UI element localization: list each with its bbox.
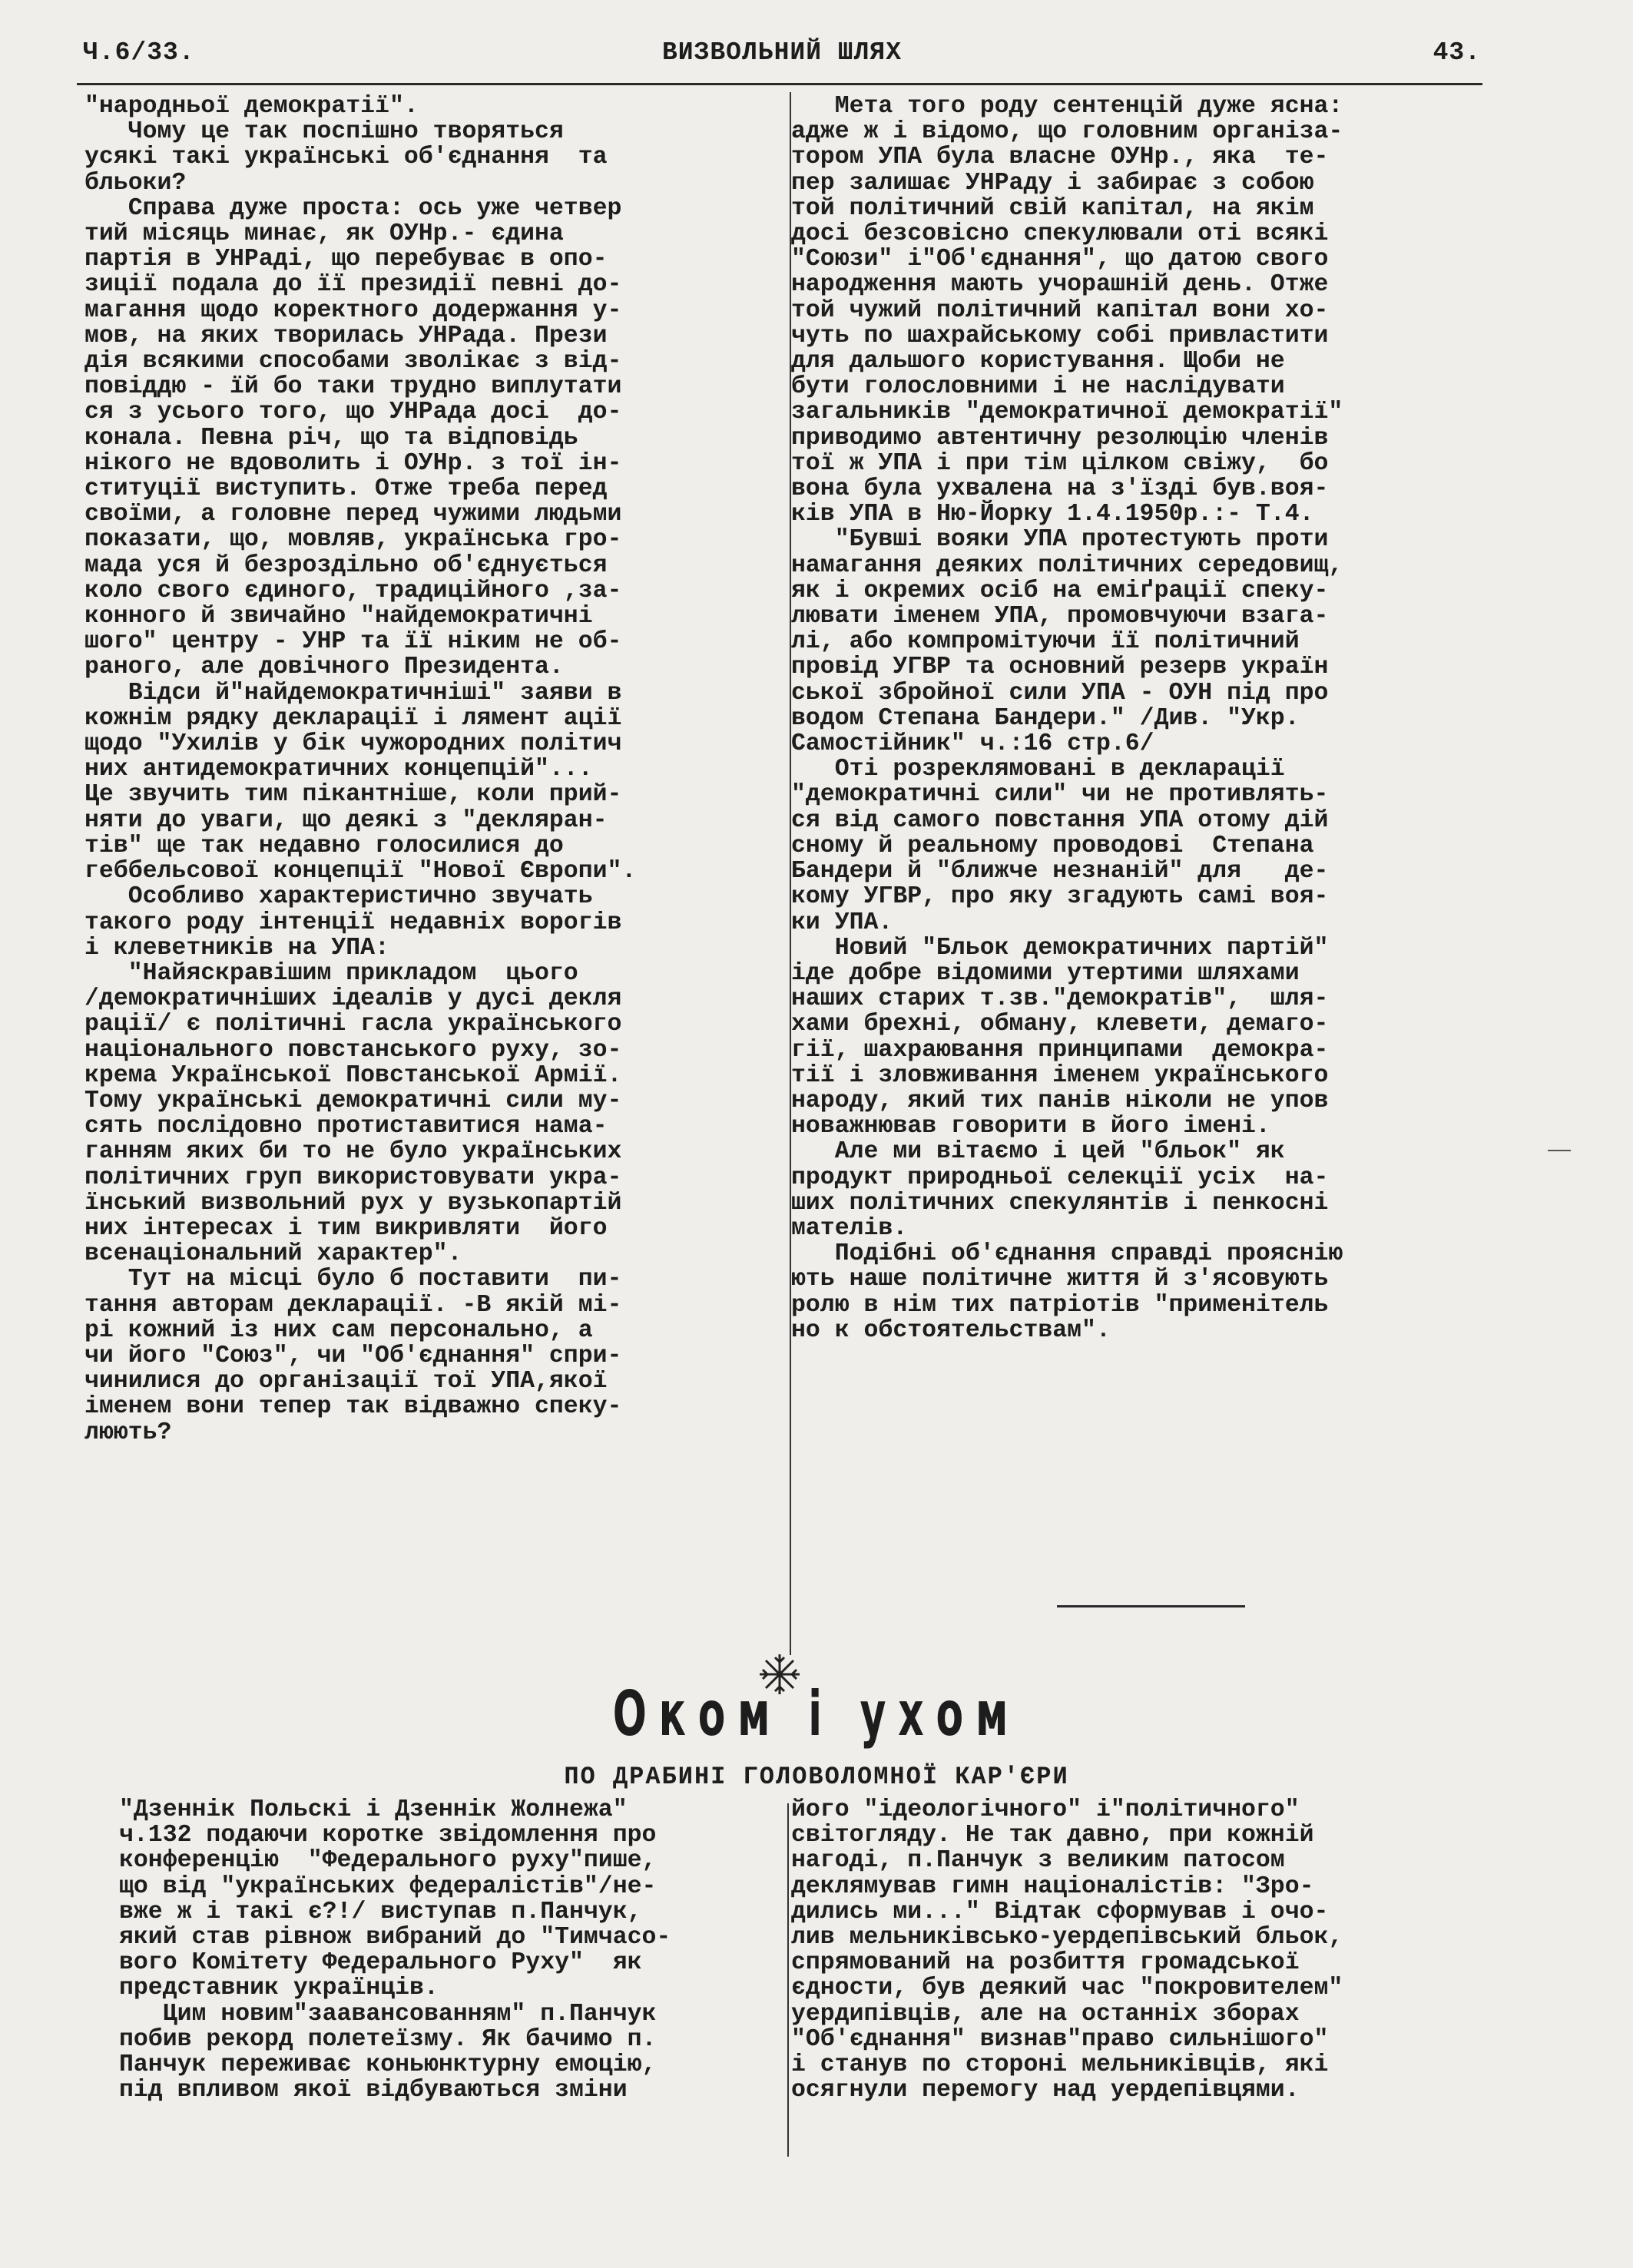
text-line: вона була ухвалена на з'їзді був.воя- (791, 475, 1329, 503)
text-line: який став рівнож вибраний до "Тимчасо- (119, 1924, 671, 1952)
text-line: загальників "демократичної демократії" (791, 399, 1343, 426)
text-line: тором УПА була власне ОУНр., яка те- (791, 144, 1329, 171)
text-line: щодо "Ухилів у бік чужородних політич (84, 730, 622, 758)
text-line: Панчук переживає коньюнктурну емоцію, (119, 2051, 657, 2079)
text-line: своїми, а головне перед чужими людьми (84, 501, 622, 528)
text-line: Новий "Бльок демократичних партій" (791, 934, 1329, 962)
text-line: тання авторам декларації. -В якій мі- (84, 1291, 622, 1319)
issue-number: Ч.6/33. (83, 38, 195, 67)
text-line: сному й реальному проводові Степана (791, 832, 1314, 859)
text-line: тої ж УПА і при тім цілком свіжу, бо (791, 449, 1329, 477)
text-line: той політичний свій капітал, на якім (791, 194, 1314, 222)
text-line: такого роду інтенції недавніх ворогів (84, 909, 622, 936)
article-right-column (791, 94, 1513, 1343)
text-line: чуть по шахрайському собі привластити (791, 322, 1329, 349)
text-line: Мета того роду сентенцій дуже ясна: (791, 93, 1343, 120)
text-line: чи його "Союз", чи "Об'єднання" спри- (84, 1342, 622, 1369)
section-subtitle: ПО ДРАБИНІ ГОЛОВОЛОМНОЇ КАР'ЄРИ (564, 1763, 1069, 1791)
text-line: що від "українських федералістів"/не- (119, 1872, 657, 1900)
text-line: Тут на місці було б поставити пи- (84, 1266, 622, 1293)
text-line: уердипівців, але на останніх зборах (791, 2000, 1300, 2028)
text-line: "Союзи" і"Об'єднання", що датою свого (791, 246, 1329, 273)
text-line: лі, або компромітуючи її політичний (791, 628, 1300, 656)
text-line: продукт природньої селекції усіх на- (791, 1164, 1329, 1191)
column-divider (787, 1803, 789, 2157)
text-line: люють? (84, 1419, 172, 1446)
text-line: осягнули перемогу над уердепівцями. (791, 2077, 1300, 2104)
text-line: но к обстоятельствам". (791, 1316, 1111, 1344)
text-line: досі безсовісно спекулювали оті всякі (791, 220, 1329, 248)
text-line: конала. Певна річ, що та відповідь (84, 424, 578, 452)
text-line: лювати іменем УПА, промовчуючи взага- (791, 603, 1329, 631)
text-line: рації/ є політичні гасла українського (84, 1011, 622, 1038)
text-line: спрямований на розбиття громадської (791, 1949, 1300, 1977)
text-line: чинилися до організації тої УПА,якої (84, 1368, 608, 1396)
text-line: ків УПА в Ню-Йорку 1.4.1950р.:- Т.4. (791, 501, 1314, 528)
text-line: "Бувші вояки УПА протестують проти (791, 526, 1329, 554)
article-end-rule (1057, 1605, 1245, 1607)
text-line: як і окремих осіб на еміґрації спеку- (791, 577, 1329, 604)
text-line: показати, що, мовляв, українська гро- (84, 526, 622, 554)
text-line: ших політичних спекулянтів і пенкосні (791, 1189, 1329, 1217)
text-line: "Об'єднання" визнав"право сильнішого" (791, 2025, 1329, 2053)
text-line: єдности, був деякий час "покровителем" (791, 1975, 1343, 2002)
page-number: 43. (1433, 38, 1481, 67)
text-line: новажнював говорити в його імені. (791, 1113, 1270, 1141)
text-line: пер залишає УНРаду і забирає з собою (791, 169, 1314, 197)
text-line: Чому це так поспішно творяться (84, 118, 564, 146)
text-line: Подібні об'єднання справді прояснію (791, 1240, 1343, 1268)
text-line: водом Степана Бандери." /Див. "Укр. (791, 704, 1300, 732)
text-line: нікого не вдоволить і ОУНр. з тої ін- (84, 449, 622, 477)
text-line: народу, який тих панів ніколи не упов (791, 1087, 1329, 1114)
text-line: побив рекорд полетеїзму. Як бачимо п. (119, 2025, 657, 2053)
text-line: для дальшого користування. Щоби не (791, 348, 1285, 376)
text-line: бльоки? (84, 169, 187, 197)
text-line: дія всякими способами зволікає з від- (84, 348, 622, 376)
text-line: Цим новим"заавансованням" п.Панчук (119, 2000, 657, 2028)
text-line: Бандери й "ближче незнаній" для де- (791, 858, 1329, 886)
text-line: "демократичні сили" чи не противлять- (791, 781, 1329, 809)
text-line: конференцію "Федерального руху"пише, (119, 1847, 657, 1875)
text-line: той чужий політичний капітал вони хо- (791, 296, 1329, 324)
text-line: рі кожний із них сам персонально, а (84, 1316, 593, 1344)
text-line: Тому українські демократичні сили му- (84, 1087, 622, 1114)
article-left-column (84, 94, 791, 1445)
text-line: іменем вони тепер так відважно спеку- (84, 1393, 622, 1421)
text-line: і клеветників на УПА: (84, 934, 389, 962)
text-line: "Найяскравішим прикладом цього (84, 959, 578, 987)
text-line: тів" ще так недавно голосилися до (84, 832, 564, 859)
text-line: тий місяць минає, як ОУНр.- єдина (84, 220, 564, 248)
text-line: кому УГВР, про яку згадують самі воя- (791, 883, 1329, 911)
text-line: тії і зловживання іменем українського (791, 1061, 1329, 1089)
text-line: приводимо автентичну резолюцію членів (791, 424, 1329, 452)
text-line: них інтересах і тим викривляти його (84, 1214, 608, 1242)
text-line: вого Комітету Федерального Руху" як (119, 1949, 642, 1977)
text-line: лив мельниківсько-уердепівський бльок, (791, 1924, 1343, 1952)
text-line: крема Української Повстанської Армії. (84, 1061, 622, 1089)
text-line: і станув по стороні мельниківців, які (791, 2051, 1329, 2079)
text-line: зиції подала до її президії певні до- (84, 271, 622, 299)
text-line: ституції виступить. Отже треба перед (84, 475, 608, 503)
text-line: /демократичніших ідеалів у дусі декля (84, 985, 622, 1013)
text-line: шого" центру - УНР та її ніким не об- (84, 628, 622, 656)
header-divider (77, 83, 1482, 85)
text-line: політичних груп використовувати укра- (84, 1164, 622, 1191)
text-line: них антидемократичних концепцій"... (84, 756, 593, 783)
text-line: Але ми вітаємо і цей "бльок" як (791, 1138, 1285, 1166)
text-line: Це звучить тим пікантніше, коли прий- (84, 781, 622, 809)
text-line: провід УГВР та основний резерв україн (791, 654, 1329, 681)
text-line: дились ми..." Відтак сформував і очо- (791, 1898, 1329, 1925)
text-line: їнський визвольний рух у вузькопартій (84, 1189, 622, 1217)
text-line: народження мають учорашній день. Отже (791, 271, 1329, 299)
text-line: ролю в нім тих патріотів "применітель (791, 1291, 1329, 1319)
text-line: кожнім рядку декларації і лямент ації (84, 704, 622, 732)
text-line: ся з усього того, що УНРада досі до- (84, 399, 622, 426)
text-line: деклямував гимн націоналістів: "Зро- (791, 1872, 1314, 1900)
text-line: хами брехні, обману, клевети, демаго- (791, 1011, 1329, 1038)
text-line: наших старих т.зв."демократів", шля- (791, 985, 1329, 1013)
text-line: намагання деяких політичних середовищ, (791, 551, 1343, 579)
text-line: Особливо характеристично звучать (84, 883, 593, 911)
text-line: національного повстанського руху, зо- (84, 1036, 622, 1064)
text-line: партія в УНРаді, що перебуває в опо- (84, 246, 608, 273)
text-line: ся від самого повстання УПА отому дій (791, 806, 1329, 834)
text-line: Оті розреклямовані в декларації (791, 756, 1285, 783)
text-line: іде добре відомими утертими шляхами (791, 959, 1300, 987)
text-line: "народньої демократії". (84, 93, 419, 120)
text-line: коло свого єдиного, традиційного ,за- (84, 577, 622, 604)
text-line: Справа дуже проста: ось уже четвер (84, 194, 622, 222)
section-left-column (119, 1797, 780, 2103)
text-line: ч.132 подаючи коротке звідомлення про (119, 1822, 657, 1849)
text-line: всенаціональний характер". (84, 1240, 462, 1268)
margin-mark (1548, 1150, 1571, 1151)
text-line: няти до уваги, що деякі з "декляран- (84, 806, 608, 834)
text-line: "Дзеннік Польскі і Дзеннік Жолнежа" (119, 1796, 628, 1823)
text-line: повіддю - їй бо таки трудно виплутати (84, 373, 622, 401)
text-line: гії, шахраювання принципами демокра- (791, 1036, 1329, 1064)
text-line: бути голословними і не наслідувати (791, 373, 1285, 401)
text-line: представник українців. (119, 1975, 439, 2002)
text-line: раного, але довічного Президента. (84, 654, 564, 681)
text-line: геббельсової концепції "Нової Європи". (84, 858, 637, 886)
text-line: його "ідеологічного" і"політичного" (791, 1796, 1300, 1823)
text-line: ки УПА. (791, 909, 893, 936)
text-line: Самостійник" ч.:16 стр.6/ (791, 730, 1154, 758)
text-line: ганням яких би то не було українських (84, 1138, 622, 1166)
text-line: адже ж і відомо, що головним організа- (791, 118, 1343, 146)
text-line: мада уся й безроздільно об'єднується (84, 551, 608, 579)
text-line: Відси й"найдемократичніші" заяви в (84, 679, 622, 707)
text-line: під впливом якої відбуваються зміни (119, 2077, 628, 2104)
text-line: світогляду. Не так давно, при кожній (791, 1822, 1314, 1849)
section-right-column (791, 1797, 1482, 2103)
section-title: Оком і ухом (612, 1678, 1021, 1750)
text-line: ють наше політичне життя й з'ясовують (791, 1266, 1329, 1293)
journal-title: ВИЗВОЛЬНИЙ ШЛЯХ (661, 38, 903, 67)
text-line: усякі такі українські об'єднання та (84, 144, 608, 171)
text-line: конного й звичайно "найдемократичні (84, 603, 593, 631)
text-line: нагоді, п.Панчук з великим патосом (791, 1847, 1285, 1875)
text-line: сять послідовно протиставитися нама- (84, 1113, 608, 1141)
text-line: мателів. (791, 1214, 908, 1242)
text-line: вже ж і такі є?!/ виступав п.Панчук, (119, 1898, 642, 1925)
text-line: мов, на яких творилась УНРада. Прези (84, 322, 608, 349)
page-header (83, 38, 1481, 77)
text-line: магання щодо коректного додержання у- (84, 296, 622, 324)
text-line: ської збройної сили УПА - ОУН під про (791, 679, 1329, 707)
